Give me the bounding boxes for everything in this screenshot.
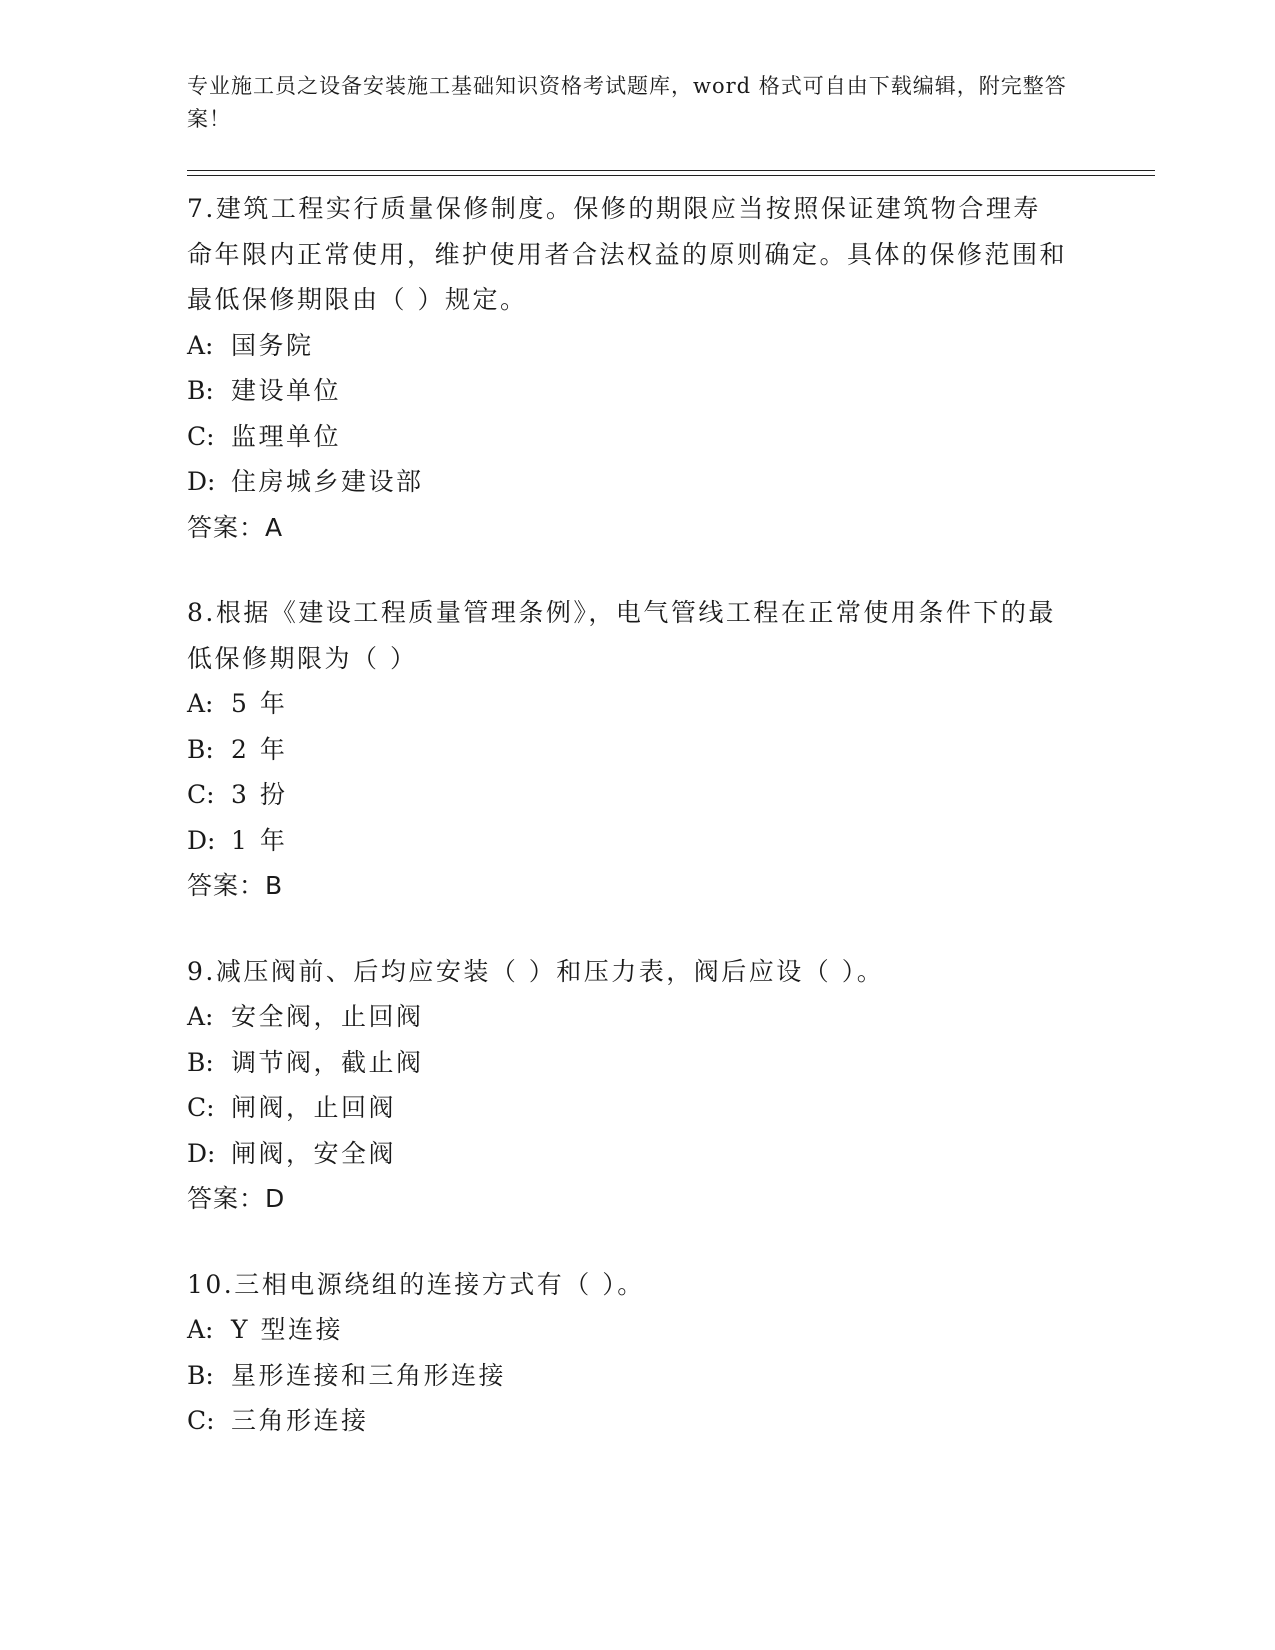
- question-10: [187, 1262, 1155, 1444]
- option-d: [187, 818, 1155, 864]
- option-text: 调节阀，截止阀: [231, 1047, 424, 1077]
- option-a: [187, 323, 1155, 369]
- option-letter: A:: [187, 1315, 214, 1344]
- option-b: [187, 368, 1155, 414]
- option-letter: C:: [187, 1093, 215, 1122]
- option-text: 三角形连接: [231, 1406, 369, 1435]
- option-d: [187, 1131, 1155, 1177]
- option-text: 5 年: [231, 689, 288, 718]
- option-a: [187, 1307, 1155, 1353]
- option-letter: D:: [187, 825, 216, 855]
- option-text: 1 年: [231, 825, 288, 855]
- option-text: 住房城乡建设部: [231, 467, 424, 496]
- option-a: [187, 994, 1155, 1040]
- question-stem: 9.减压阀前、后均应安装（ ）和压力表，阀后应设（ ）。: [187, 956, 885, 986]
- option-c: [187, 414, 1155, 460]
- option-text: 2 年: [231, 734, 288, 764]
- option-letter: B:: [187, 1360, 214, 1390]
- document-header: 专业施工员之设备安装施工基础知识资格考试题库，word 格式可自由下载编辑，附完整答案！: [187, 74, 1067, 131]
- option-letter: B:: [187, 376, 214, 405]
- question-stem: 10.三相电源绕组的连接方式有（ ）。: [187, 1269, 645, 1299]
- option-b: [187, 1353, 1155, 1399]
- option-text: 3 扮: [231, 780, 288, 809]
- answer-line: 答案：D: [187, 1184, 286, 1213]
- question-list: [187, 186, 1155, 1444]
- option-b: [187, 727, 1155, 773]
- option-b: [187, 1040, 1155, 1086]
- document-page: [187, 70, 1155, 1484]
- option-text: 监理单位: [231, 421, 342, 451]
- option-letter: D:: [187, 467, 216, 496]
- option-c: [187, 1398, 1155, 1444]
- option-text: 建设单位: [231, 376, 342, 405]
- option-letter: A:: [187, 330, 214, 360]
- option-text: Y 型连接: [231, 1315, 343, 1344]
- option-a: [187, 681, 1155, 727]
- option-letter: D:: [187, 1138, 216, 1168]
- option-c: [187, 1085, 1155, 1131]
- option-text: 闸阀，止回阀: [231, 1093, 397, 1122]
- option-letter: A:: [187, 689, 214, 718]
- option-text: 星形连接和三角形连接: [231, 1360, 507, 1390]
- option-text: 国务院: [231, 330, 314, 360]
- option-text: 闸阀，安全阀: [231, 1138, 397, 1168]
- option-text: 安全阀，止回阀: [231, 1002, 424, 1031]
- option-letter: C:: [187, 780, 215, 809]
- option-letter: B:: [187, 734, 214, 764]
- option-d: [187, 459, 1155, 505]
- question-stem: 7.建筑工程实行质量保修制度。保修的期限应当按照保证建筑物合理寿命年限内正常使用，维护使用者合法权益的原则确定。具体的保修范围和最低保修期限由（ ）规定。: [187, 194, 1068, 314]
- option-c: [187, 772, 1155, 818]
- question-7: [187, 186, 1155, 550]
- answer-line: 答案：B: [187, 871, 284, 900]
- option-letter: B:: [187, 1047, 214, 1077]
- option-letter: C:: [187, 1406, 215, 1435]
- question-9: [187, 949, 1155, 1222]
- option-letter: C:: [187, 421, 215, 451]
- header-double-rule: [187, 170, 1155, 176]
- question-8: [187, 590, 1155, 909]
- option-letter: A:: [187, 1002, 214, 1031]
- answer-line: 答案：A: [187, 512, 284, 542]
- question-stem: 8.根据《建设工程质量管理条例》，电气管线工程在正常使用条件下的最低保修期限为（ ）: [187, 598, 1056, 673]
